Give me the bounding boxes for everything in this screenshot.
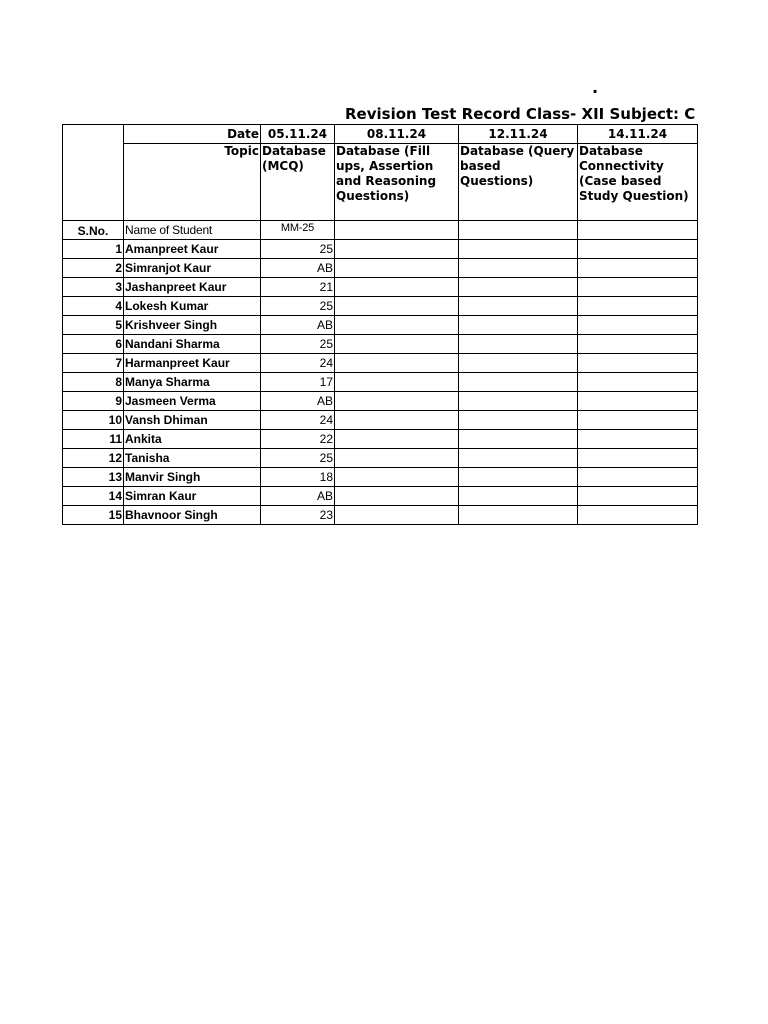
revision-test-table [62,124,698,525]
table-row [63,430,698,449]
sno-cell: 15 [63,506,124,525]
name-header: Name of Student [124,221,261,240]
empty-cell [459,335,578,354]
sno-cell: 14 [63,487,124,506]
sno-cell: 4 [63,297,124,316]
empty-cell [578,487,698,506]
mark-cell: AB [261,259,335,278]
empty-cell [335,506,459,525]
sno-cell: 7 [63,354,124,373]
table-row [63,411,698,430]
student-name-cell: Ankita [124,430,261,449]
empty-cell [335,487,459,506]
mark-cell: 22 [261,430,335,449]
date-cell-3: 12.11.24 [459,125,578,144]
date-cell-2: 08.11.24 [335,125,459,144]
date-cell-1: 05.11.24 [261,125,335,144]
sno-cell: 9 [63,392,124,411]
empty-cell [578,278,698,297]
empty-cell [335,297,459,316]
table-row [63,316,698,335]
empty-cell [578,221,698,240]
empty-cell [335,240,459,259]
sno-cell: 11 [63,430,124,449]
empty-cell [335,221,459,240]
student-name-cell: Harmanpreet Kaur [124,354,261,373]
empty-cell [459,278,578,297]
table-row [63,297,698,316]
table-row [63,335,698,354]
topic-cell-4: Database Connectivity (Case based Study Question) [578,144,698,221]
empty-cell [459,354,578,373]
student-name-cell: Amanpreet Kaur [124,240,261,259]
sno-header: S.No. [63,221,124,240]
date-cell-4: 14.11.24 [578,125,698,144]
table-row [63,506,698,525]
student-name-cell: Manvir Singh [124,468,261,487]
empty-cell [578,297,698,316]
empty-cell [459,297,578,316]
empty-cell [459,240,578,259]
empty-cell [459,316,578,335]
empty-cell [335,468,459,487]
topic-label: Topic [124,144,261,221]
empty-cell [335,316,459,335]
table-row [63,278,698,297]
table-row [63,468,698,487]
date-row [63,125,698,144]
table-row [63,449,698,468]
date-label: Date [124,125,261,144]
student-name-cell: Simranjot Kaur [124,259,261,278]
student-name-cell: Simran Kaur [124,487,261,506]
student-name-cell: Nandani Sharma [124,335,261,354]
stray-dot: . [592,78,599,97]
sno-cell: 10 [63,411,124,430]
empty-cell [459,411,578,430]
sno-cell: 13 [63,468,124,487]
empty-cell [335,392,459,411]
empty-cell [578,468,698,487]
empty-cell [578,392,698,411]
empty-cell [335,354,459,373]
empty-cell [459,449,578,468]
student-name-cell: Jashanpreet Kaur [124,278,261,297]
topic-cell-2: Database (Fill ups, Assertion and Reasoning Questions) [335,144,459,221]
empty-cell [459,430,578,449]
table-row [63,240,698,259]
mark-cell: 25 [261,449,335,468]
sno-cell: 1 [63,240,124,259]
empty-cell [459,506,578,525]
mark-cell: 25 [261,335,335,354]
empty-cell [578,449,698,468]
empty-cell [335,373,459,392]
mark-cell: 21 [261,278,335,297]
empty-cell [335,259,459,278]
page-title: Revision Test Record Class- XII Subject: C [345,105,696,123]
empty-cell [459,392,578,411]
sno-cell: 5 [63,316,124,335]
empty-cell [578,354,698,373]
sno-cell: 2 [63,259,124,278]
empty-cell [578,316,698,335]
mark-cell: 18 [261,468,335,487]
empty-cell [578,506,698,525]
empty-cell [578,411,698,430]
student-name-cell: Jasmeen Verma [124,392,261,411]
empty-cell [578,259,698,278]
column-header-row [63,221,698,240]
mark-cell: 25 [261,240,335,259]
topic-cell-1: Database (MCQ) [261,144,335,221]
empty-cell [459,259,578,278]
sno-cell: 12 [63,449,124,468]
empty-cell [335,335,459,354]
student-name-cell: Manya Sharma [124,373,261,392]
mark-cell: 23 [261,506,335,525]
table-row [63,487,698,506]
empty-cell [459,221,578,240]
empty-cell [578,373,698,392]
corner-cell [63,125,124,221]
mark-cell: AB [261,316,335,335]
mark-cell: AB [261,487,335,506]
student-name-cell: Tanisha [124,449,261,468]
mark-cell: 17 [261,373,335,392]
sno-cell: 8 [63,373,124,392]
student-name-cell: Lokesh Kumar [124,297,261,316]
empty-cell [459,487,578,506]
table-row [63,392,698,411]
empty-cell [335,411,459,430]
mark-cell: 24 [261,411,335,430]
mark-cell: 24 [261,354,335,373]
empty-cell [578,240,698,259]
table-row [63,259,698,278]
mark-cell: AB [261,392,335,411]
mark-cell: 25 [261,297,335,316]
table-row [63,373,698,392]
empty-cell [335,278,459,297]
empty-cell [578,430,698,449]
max-marks-cell: MM-25 [261,221,335,240]
empty-cell [578,335,698,354]
topic-cell-3: Database (Query based Questions) [459,144,578,221]
table-row [63,354,698,373]
student-name-cell: Krishveer Singh [124,316,261,335]
empty-cell [459,373,578,392]
sno-cell: 6 [63,335,124,354]
topic-row [63,144,698,221]
empty-cell [459,468,578,487]
sno-cell: 3 [63,278,124,297]
student-name-cell: Vansh Dhiman [124,411,261,430]
empty-cell [335,449,459,468]
empty-cell [335,430,459,449]
student-name-cell: Bhavnoor Singh [124,506,261,525]
